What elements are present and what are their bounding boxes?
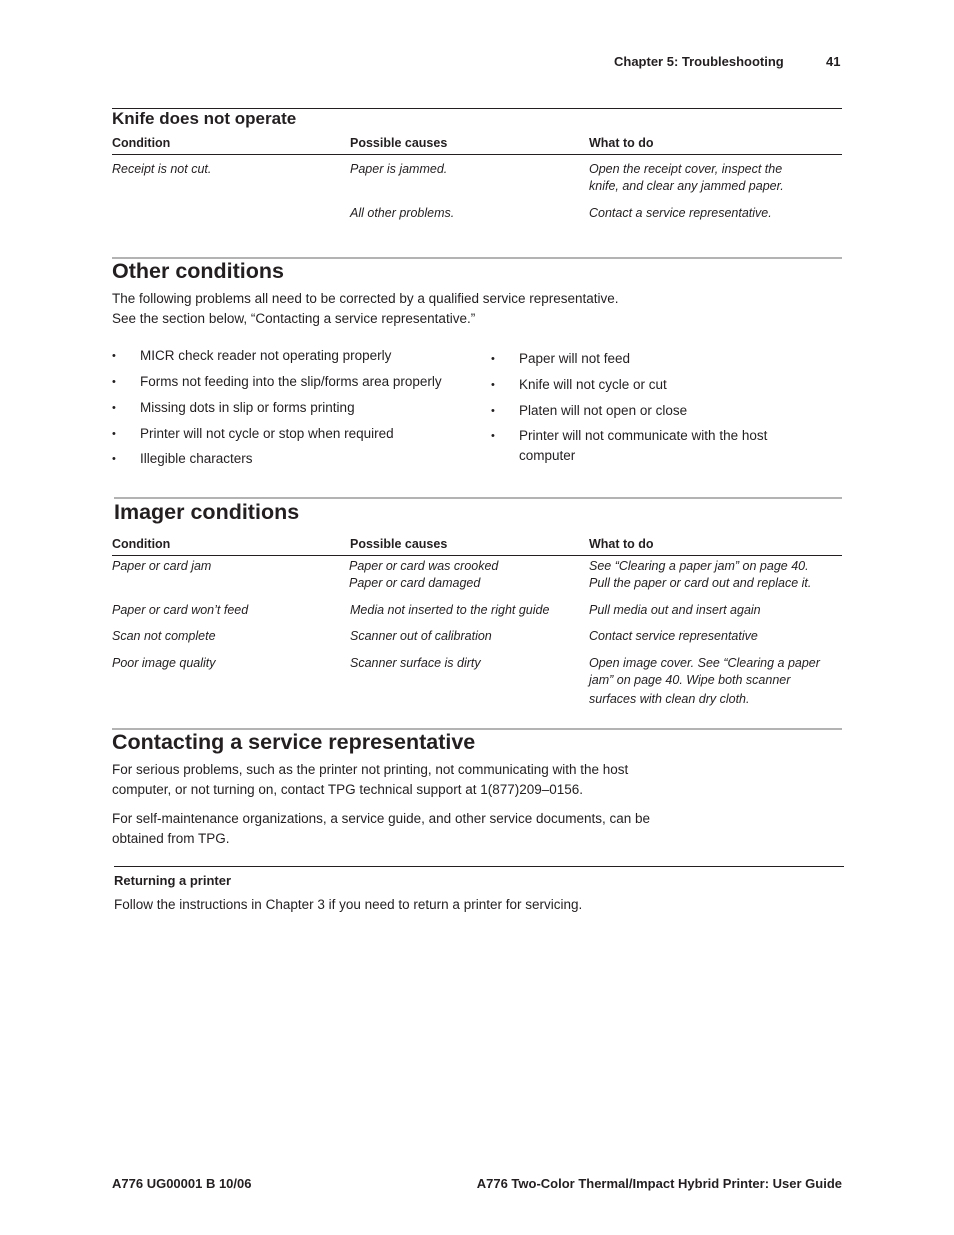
table-header-rule	[112, 555, 842, 556]
imager-row-3-action: Contact service representative	[589, 629, 758, 643]
list-item: • Forms not feeding into the slip/forms area properly	[112, 372, 452, 392]
imager-row-2-action: Pull media out and insert again	[589, 603, 761, 617]
imager-row-2-condition: Paper or card won’t feed	[112, 603, 249, 617]
imager-row-3-condition: Scan not complete	[112, 629, 216, 643]
other-conditions-list-left	[112, 346, 452, 469]
imager-row-1-action-1: See “Clearing a paper jam” on page 40.	[589, 559, 809, 573]
knife-row-1-condition: Receipt is not cut.	[112, 162, 212, 176]
contact-paragraph-1: For serious problems, such as the printer not printing, not communicating with the host computer, or not turning on, contact TPG technical support at 1(877)209–0156.	[112, 762, 629, 797]
returning-text: Follow the instructions in Chapter 3 if you need to return a printer for servicing.	[114, 897, 583, 912]
footer-doc-id: A776 UG00001 B 10/06	[112, 1176, 252, 1191]
imager-row-3-cause: Scanner out of calibration	[350, 629, 492, 643]
returning-title: Returning a printer	[114, 873, 232, 888]
table-header-rule	[112, 154, 842, 155]
imager-row-1-condition: Paper or card jam	[112, 559, 212, 573]
imager-row-1-cause-2: Paper or card damaged	[349, 576, 481, 590]
other-intro-line-2: See the section below, “Contacting a service representative.”	[112, 311, 476, 326]
section-divider	[114, 497, 842, 499]
knife-col-action: What to do	[589, 136, 654, 150]
imager-row-4-condition: Poor image quality	[112, 656, 216, 670]
imager-conditions-title: Imager conditions	[114, 500, 300, 524]
contact-paragraph-2: For self-maintenance organizations, a service guide, and other service documents, can be obtained from TPG.	[112, 811, 651, 846]
list-item: • Platen will not open or close	[491, 401, 791, 421]
knife-row-2-cause: All other problems.	[350, 206, 455, 220]
knife-col-causes: Possible causes	[350, 136, 448, 150]
knife-row-2-action: Contact a service representative.	[589, 206, 772, 220]
imager-row-1-action-2: Pull the paper or card out and replace it.	[589, 576, 812, 590]
knife-section-title: Knife does not operate	[112, 109, 297, 128]
contact-section-title: Contacting a service representative	[112, 730, 476, 754]
list-item: • Printer will not communicate with the host computer	[491, 426, 791, 466]
list-item: • MICR check reader not operating properly	[112, 346, 452, 366]
footer-doc-title: A776 Two-Color Thermal/Impact Hybrid Printer: User Guide	[476, 1176, 842, 1191]
running-header-chapter: Chapter 5: Troubleshooting	[614, 54, 784, 69]
knife-col-condition: Condition	[112, 136, 171, 150]
other-intro-line-1: The following problems all need to be corrected by a qualified service representative.	[112, 291, 619, 306]
imager-row-4-action-1: Open image cover. See “Clearing a paper jam” on page 40. Wipe both scanner	[589, 656, 820, 687]
other-conditions-list-right	[491, 349, 791, 466]
imager-col-causes: Possible causes	[350, 537, 448, 551]
knife-row-1-action: Open the receipt cover, inspect the knife, and clear any jammed paper.	[589, 162, 784, 193]
section-divider	[114, 866, 844, 867]
imager-row-4-cause: Scanner surface is dirty	[350, 656, 481, 670]
knife-row-1-cause: Paper is jammed.	[350, 162, 448, 176]
imager-col-action: What to do	[589, 537, 654, 551]
imager-row-2-cause: Media not inserted to the right guide	[350, 603, 550, 617]
other-conditions-title: Other conditions	[112, 259, 284, 283]
imager-row-1-cause-1: Paper or card was crooked	[349, 559, 499, 573]
list-item: • Printer will not cycle or stop when required	[112, 424, 452, 444]
imager-row-4-action-2: surfaces with clean dry cloth.	[589, 692, 750, 706]
list-item: • Knife will not cycle or cut	[491, 375, 791, 395]
list-item: • Illegible characters	[112, 449, 452, 469]
imager-col-condition: Condition	[112, 537, 171, 551]
list-item: • Paper will not feed	[491, 349, 791, 369]
list-item: • Missing dots in slip or forms printing	[112, 398, 452, 418]
page-number: 41	[826, 54, 841, 69]
